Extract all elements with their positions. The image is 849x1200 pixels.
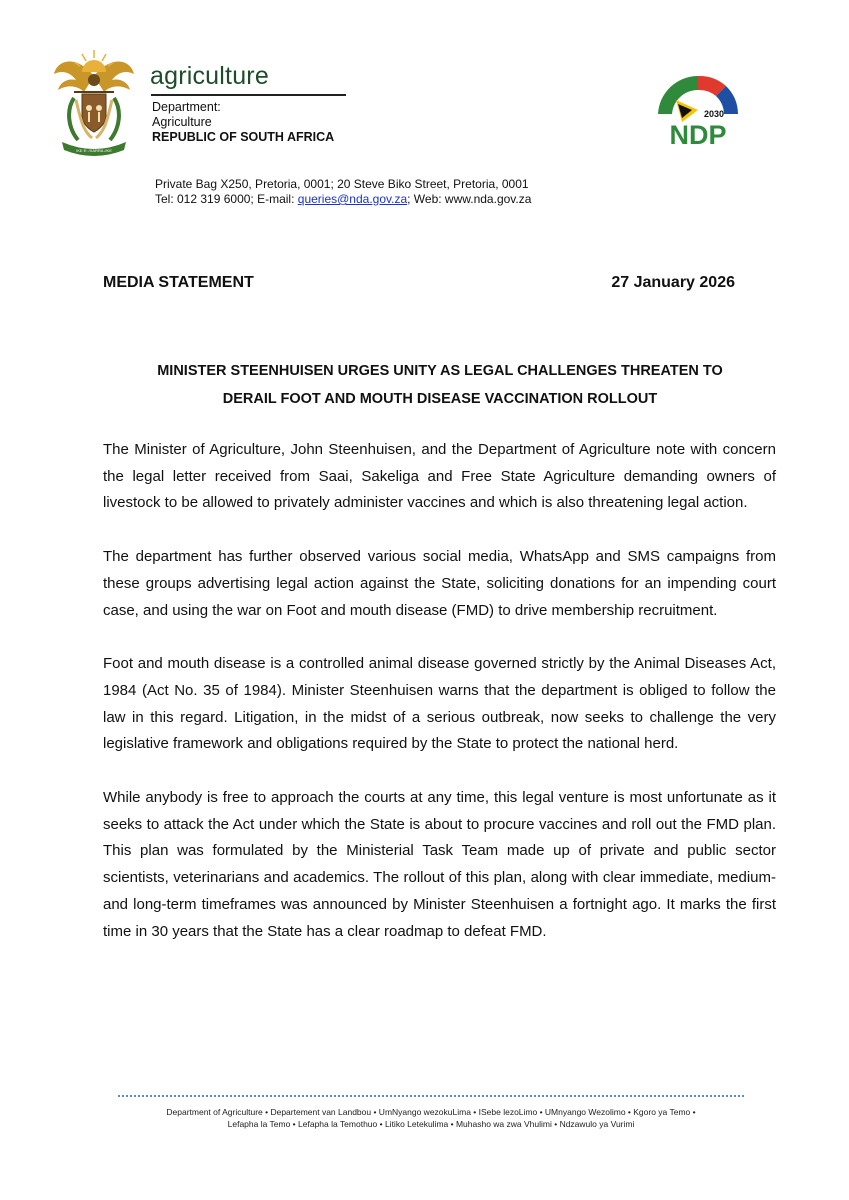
department-block [152,100,334,145]
paragraph: Foot and mouth disease is a controlled animal disease governed strictly by the Animal Diseases Act, 1984 (Act No. 35 of 1984). Minister Steenhuisen warns that the department is obliged to follow the law in this regard. Litigation, in the midst of a serious outbreak, now seeks to challenge the very legislative framework and obligations required by the State to protect the national herd. [103,655,776,753]
header-rule [151,94,346,96]
agriculture-wordmark: agriculture [150,62,269,90]
footer-line-1: Department of Agriculture • Departement van Landbou • UmNyango wezokuLima • ISebe lezoLimo • UMnyango Wezolimo • Kgoro ya Temo • [166,1107,696,1117]
statement-date: 27 January 2026 [611,274,735,291]
address-line: Private Bag X250, Pretoria, 0001; 20 Steve Biko Street, Pretoria, 0001 [155,177,529,191]
ndp-text: NDP [669,120,727,150]
ndp-2030-logo [652,70,746,150]
tel-text: Tel: 012 319 6000; E-mail: [155,192,298,206]
coat-of-arms-logo [52,46,136,158]
headline [103,357,777,413]
headline-line-2: DERAIL FOOT AND MOUTH DISEASE VACCINATION ROLLOUT [222,391,658,407]
paragraph: While anybody is free to approach the courts at any time, this legal venture is most unfortunate as it seeks to attack the Act under which the State is about to procure vaccines and roll out the FMD plan. This plan was formulated by the Ministerial Task Team made up of private and public sector scientists, veterinarians and academics. The rollout of this plan, along with clear immediate, medium- and long-term timeframes was announced by Minister Steenhuisen a fortnight ago. It marks the first time in 30 years that the State has a clear roadmap to defeat FMD. [103,789,776,940]
dept-line-3: REPUBLIC OF SOUTH AFRICA [152,130,335,144]
headline-line-1: MINISTER STEENHUISEN URGES UNITY AS LEGAL CHALLENGES THREATEN TO [157,363,723,379]
paragraph: The Minister of Agriculture, John Steenhuisen, and the Department of Agriculture note with concern the legal letter received from Saai, Sakeliga and Free State Agriculture demanding owners of livestock to be allowed to privately administer vaccines and which is also threatening legal action. [103,441,776,512]
coat-motto: !KE E: /XARRA //KE [76,148,112,153]
dept-line-1: Department: [152,100,221,114]
web-text: ; Web: www.nda.gov.za [407,192,532,206]
email-link[interactable]: queries@nda.gov.za [297,192,408,206]
body-text [103,437,776,972]
footer-divider [118,1095,744,1097]
paragraph: The department has further observed various social media, WhatsApp and SMS campaigns from these groups advertising legal action against the State, soliciting donations for an impending court case, and using the war on Foot and mouth disease (FMD) to drive membership recruitment. [103,548,776,619]
contact-address [155,177,531,207]
dept-line-2: Agriculture [152,115,212,129]
contact-line [155,192,531,207]
statement-row [103,274,735,292]
footer [118,1107,744,1130]
ndp-year: 2030 [703,109,725,119]
footer-line-2: Lefapha la Temo • Lefapha la Temothuo • Litiko Letekulima • Muhasho wa zwa Vhulimi • Ndzawulo ya Vurimi [227,1118,635,1129]
statement-type: MEDIA STATEMENT [103,274,254,291]
